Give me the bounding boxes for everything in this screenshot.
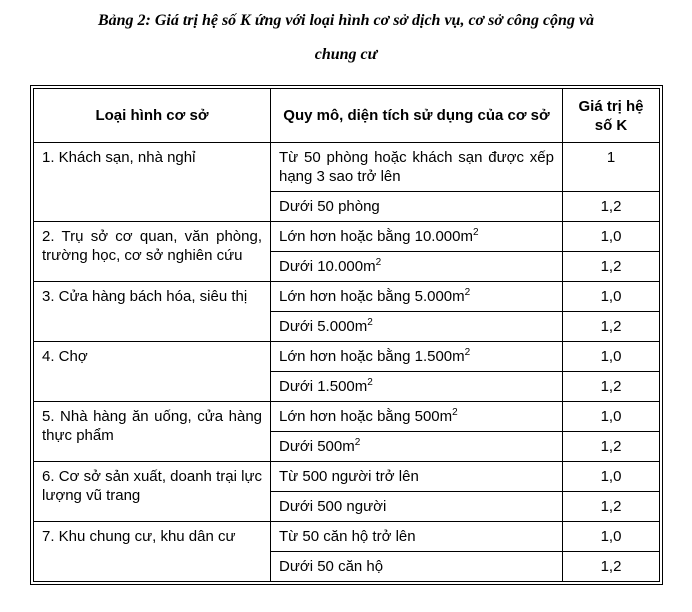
k-value-cell: 1 (563, 143, 660, 192)
unit-superscript: 2 (464, 347, 471, 358)
scale-text: Dưới 10.000m (279, 258, 376, 275)
scale-text: Dưới 500 người (279, 498, 387, 515)
table-caption-line2: chung cư (314, 46, 378, 63)
unit-superscript: 2 (472, 227, 479, 238)
k-value-cell: 1,0 (563, 222, 660, 252)
table-row (34, 282, 660, 312)
facility-type-cell: 4. Chợ (34, 342, 271, 402)
k-value-cell: 1,0 (563, 462, 660, 492)
scale-cell (271, 252, 563, 282)
table-body (34, 143, 660, 582)
unit-superscript: 2 (367, 377, 373, 388)
facility-type-cell: 7. Khu chung cư, khu dân cư (34, 522, 271, 582)
k-value-cell: 1,0 (563, 342, 660, 372)
table-row (34, 402, 660, 432)
table-row (34, 462, 660, 492)
k-value-cell: 1,2 (563, 372, 660, 402)
unit-superscript: 2 (452, 407, 458, 418)
k-value-cell: 1,2 (563, 312, 660, 342)
unit-superscript: 2 (354, 437, 361, 448)
scale-cell (271, 192, 563, 222)
scale-text: Dưới 50 căn hộ (279, 558, 384, 575)
scale-text: Dưới 50 phòng (279, 198, 380, 215)
k-value-cell: 1,2 (563, 432, 660, 462)
scale-text: Dưới 5.000m (279, 318, 368, 335)
k-value-cell: 1,2 (563, 192, 660, 222)
scale-text: Lớn hơn hoặc bằng 500m (279, 408, 453, 425)
k-value-cell: 1,0 (563, 522, 660, 552)
scale-text: Dưới 1.500m (279, 378, 368, 395)
k-value-cell: 1,0 (563, 402, 660, 432)
k-value-cell: 1,2 (563, 252, 660, 282)
scale-text: Lớn hơn hoặc bằng 10.000m (279, 228, 473, 245)
scale-text: Lớn hơn hoặc bằng 1.500m (279, 348, 465, 365)
k-value-cell: 1,2 (563, 552, 660, 582)
scale-cell (271, 143, 563, 192)
table-row (34, 342, 660, 372)
scale-cell (271, 282, 563, 312)
scale-text: Từ 50 căn hộ trở lên (279, 528, 416, 545)
scale-cell (271, 342, 563, 372)
header-type: Loại hình cơ sở (34, 89, 271, 143)
k-coefficient-table (33, 88, 660, 582)
unit-superscript: 2 (375, 257, 382, 268)
table-row (34, 143, 660, 192)
scale-text: Từ 500 người trở lên (279, 468, 419, 485)
header-scale: Quy mô, diện tích sử dụng của cơ sở (271, 89, 563, 143)
facility-type-cell: 6. Cơ sở sản xuất, doanh trại lực lượng vũ trang (34, 462, 271, 522)
scale-cell (271, 552, 563, 582)
table-row (34, 522, 660, 552)
table-caption-line1: Bảng 2: Giá trị hệ số K ứng với loại hình cơ sở dịch vụ, cơ sở công cộng và (97, 12, 595, 29)
unit-superscript: 2 (464, 287, 471, 298)
scale-text: Lớn hơn hoặc bằng 5.000m (279, 288, 465, 305)
scale-text: Từ 50 phòng hoặc khách sạn được xếp hạng 3 sao trở lên (279, 149, 554, 185)
facility-type-cell: 5. Nhà hàng ăn uống, cửa hàng thực phẩm (34, 402, 271, 462)
scale-text: Dưới 500m (279, 438, 355, 455)
unit-superscript: 2 (367, 317, 373, 328)
scale-cell (271, 492, 563, 522)
scale-cell (271, 402, 563, 432)
scale-cell (271, 372, 563, 402)
scale-cell (271, 312, 563, 342)
header-k-value: Giá trị hệ số K (563, 89, 660, 143)
k-value-cell: 1,0 (563, 282, 660, 312)
facility-type-cell: 3. Cửa hàng bách hóa, siêu thị (34, 282, 271, 342)
scale-cell (271, 222, 563, 252)
scale-cell (271, 522, 563, 552)
header-row (34, 89, 660, 143)
facility-type-cell: 2. Trụ sở cơ quan, văn phòng, trường học, cơ sở nghiên cứu (34, 222, 271, 282)
k-value-cell: 1,2 (563, 492, 660, 522)
facility-type-cell: 1. Khách sạn, nhà nghỉ (34, 143, 271, 222)
scale-cell (271, 462, 563, 492)
scale-cell (271, 432, 563, 462)
table-row (34, 222, 660, 252)
